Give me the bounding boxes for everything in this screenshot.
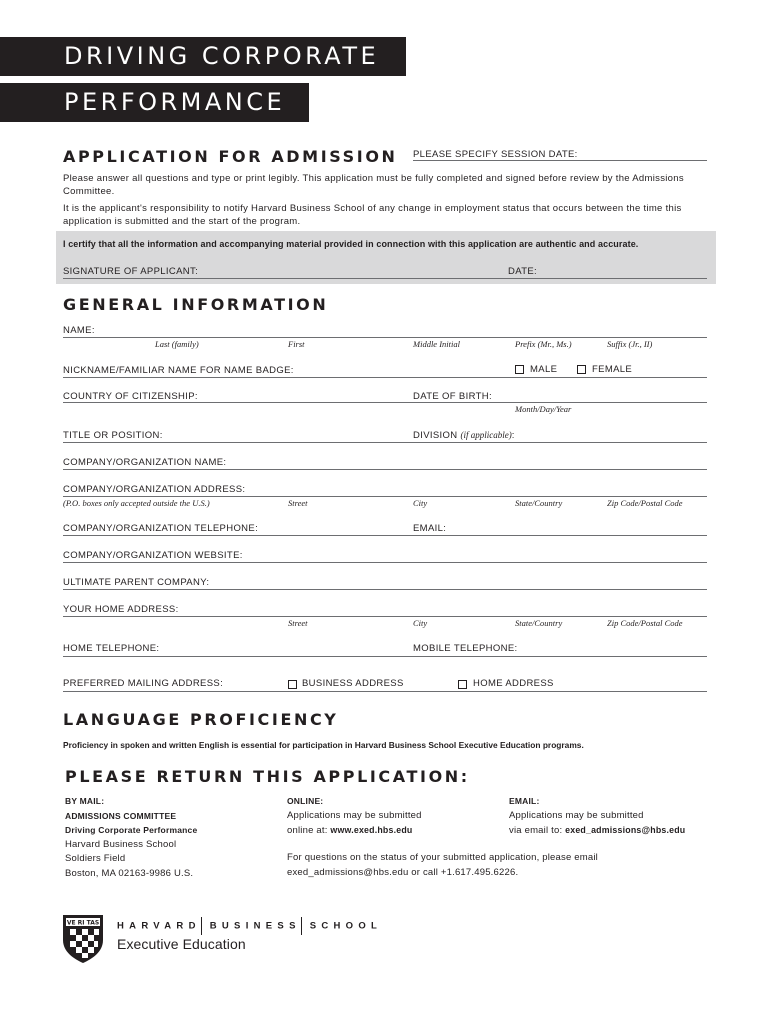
online-line-1: Applications may be submitted <box>287 809 422 821</box>
home-addr-zip: Zip Code/Postal Code <box>607 618 683 628</box>
company-addr-state: State/Country <box>515 498 563 508</box>
nickname-field[interactable] <box>63 377 707 378</box>
wordmark-divider-1 <box>201 917 202 935</box>
mail-line-3: Harvard Business School <box>65 838 177 850</box>
general-info-heading: GENERAL INFORMATION <box>63 295 329 314</box>
status-line-1: For questions on the status of your submitted application, please email <box>287 852 598 863</box>
intro-paragraph-2: It is the applicant's responsibility to notify Harvard Business School of any change in employment status that occurs between the time this application is submitted and the start of the program. <box>63 203 682 227</box>
language-text: Proficiency in spoken and written English is essential for participation in Harvard Business School Executive Education programs. <box>63 740 584 750</box>
division-text: DIVISION <box>413 430 458 441</box>
company-telephone-label: COMPANY/ORGANIZATION TELEPHONE: <box>63 523 259 534</box>
company-addr-street: Street <box>288 498 308 508</box>
citizenship-dob-field[interactable] <box>63 402 707 403</box>
session-date-label: PLEASE SPECIFY SESSION DATE: <box>413 149 578 160</box>
signature-label: SIGNATURE OF APPLICANT: <box>63 266 199 277</box>
mail-line-2: Driving Corporate Performance <box>65 825 198 835</box>
company-addr-city: City <box>413 498 428 508</box>
name-label: NAME: <box>63 325 95 336</box>
name-sub-prefix: Prefix (Mr., Ms.) <box>515 339 572 349</box>
home-address-label: YOUR HOME ADDRESS: <box>63 604 179 615</box>
name-sub-suffix: Suffix (Jr., II) <box>607 339 653 349</box>
executive-education-label: Executive Education <box>117 936 246 952</box>
nickname-label: NICKNAME/FAMILIAR NAME FOR NAME BADGE: <box>63 365 294 376</box>
online-link[interactable]: www.exed.hbs.edu <box>330 825 413 835</box>
mail-column <box>65 794 197 881</box>
division-colon: : <box>511 430 515 441</box>
wordmark-business: BUSINESS <box>209 920 301 932</box>
wordmark-divider-2 <box>301 917 302 935</box>
company-address-label: COMPANY/ORGANIZATION ADDRESS: <box>63 484 246 495</box>
intro-paragraph-1: Please answer all questions and type or print legibly. This application must be fully completed and signed before review by the Admissions Committee. <box>63 173 684 197</box>
email-line-2 <box>509 823 685 839</box>
mail-heading: BY MAIL: <box>65 796 105 806</box>
email-heading: EMAIL: <box>509 796 540 806</box>
parent-company-label: ULTIMATE PARENT COMPANY: <box>63 577 210 588</box>
title-line-2: PERFORMANCE <box>64 88 286 116</box>
title-bar-2 <box>0 83 309 122</box>
name-sub-middle: Middle Initial <box>413 339 460 349</box>
company-address-field[interactable] <box>63 496 707 497</box>
name-field[interactable] <box>63 337 707 338</box>
title-line-1: DRIVING CORPORATE <box>64 42 380 70</box>
shield-text: VE RI TAS <box>66 919 100 927</box>
mail-line-5: Boston, MA 02163-9986 U.S. <box>65 867 194 879</box>
email-line-1: Applications may be submitted <box>509 809 644 821</box>
email-label: EMAIL: <box>413 523 447 534</box>
signature-field[interactable] <box>63 278 707 279</box>
company-website-label: COMPANY/ORGANIZATION WEBSITE: <box>63 550 243 561</box>
title-label: TITLE OR POSITION: <box>63 430 163 441</box>
email-prefix: via email to: <box>509 825 566 836</box>
return-heading: PLEASE RETURN THIS APPLICATION: <box>65 767 470 786</box>
hbs-wordmark <box>117 917 382 935</box>
wordmark-harvard: HARVARD <box>117 920 201 932</box>
division-label <box>413 430 515 441</box>
title-bar-1 <box>0 37 406 76</box>
home-address-checkbox[interactable] <box>458 680 467 689</box>
mail-line-1: ADMISSIONS COMMITTEE <box>65 810 177 821</box>
name-sub-first: First <box>288 339 305 349</box>
date-label: DATE: <box>508 266 538 277</box>
certification-text: I certify that all the information and accompanying material provided in connection with this application are authentic and accurate. <box>63 239 639 249</box>
home-addr-street: Street <box>288 618 308 628</box>
female-checkbox[interactable] <box>577 365 586 374</box>
wordmark-school: SCHOOL <box>309 920 383 932</box>
mail-line-4: Soldiers Field <box>65 853 126 864</box>
email-link[interactable]: exed_admissions@hbs.edu <box>565 825 686 835</box>
po-box-note: (P.O. boxes only accepted outside the U.S.) <box>63 498 210 508</box>
parent-company-field[interactable] <box>63 589 707 590</box>
male-checkbox[interactable] <box>515 365 524 374</box>
home-telephone-label: HOME TELEPHONE: <box>63 643 160 654</box>
home-addr-state: State/Country <box>515 618 563 628</box>
home-address-option-label: HOME ADDRESS <box>473 678 554 689</box>
name-sub-last: Last (family) <box>155 339 199 349</box>
language-heading: LANGUAGE PROFICIENCY <box>63 710 339 729</box>
company-telephone-field[interactable] <box>63 535 707 536</box>
telephone-field[interactable] <box>63 656 707 657</box>
title-division-field[interactable] <box>63 442 707 443</box>
online-prefix: online at: <box>287 825 331 836</box>
dob-label: DATE OF BIRTH: <box>413 391 492 402</box>
company-name-label: COMPANY/ORGANIZATION NAME: <box>63 457 227 468</box>
mobile-telephone-label: MOBILE TELEPHONE: <box>413 643 518 654</box>
session-date-field[interactable] <box>413 160 707 161</box>
home-address-field[interactable] <box>63 616 707 617</box>
online-heading: ONLINE: <box>287 796 324 806</box>
business-address-checkbox[interactable] <box>288 680 297 689</box>
mailing-address-label: PREFERRED MAILING ADDRESS: <box>63 678 224 689</box>
dob-sub: Month/Day/Year <box>515 404 572 414</box>
business-address-label: BUSINESS ADDRESS <box>302 678 404 689</box>
online-column <box>287 794 422 839</box>
female-label: FEMALE <box>592 364 633 375</box>
mailing-address-field <box>63 691 707 692</box>
division-note: (if applicable) <box>460 430 512 440</box>
citizenship-label: COUNTRY OF CITIZENSHIP: <box>63 391 198 402</box>
email-column <box>509 794 685 839</box>
company-website-field[interactable] <box>63 562 707 563</box>
company-name-field[interactable] <box>63 469 707 470</box>
application-heading: APPLICATION FOR ADMISSION <box>63 147 398 166</box>
hbs-shield-logo <box>62 914 104 964</box>
male-label: MALE <box>530 364 558 375</box>
home-addr-city: City <box>413 618 428 628</box>
status-text <box>287 851 598 880</box>
status-line-2: exed_admissions@hbs.edu or call +1.617.495.6226. <box>287 866 519 878</box>
online-line-2 <box>287 823 422 839</box>
company-addr-zip: Zip Code/Postal Code <box>607 498 683 508</box>
